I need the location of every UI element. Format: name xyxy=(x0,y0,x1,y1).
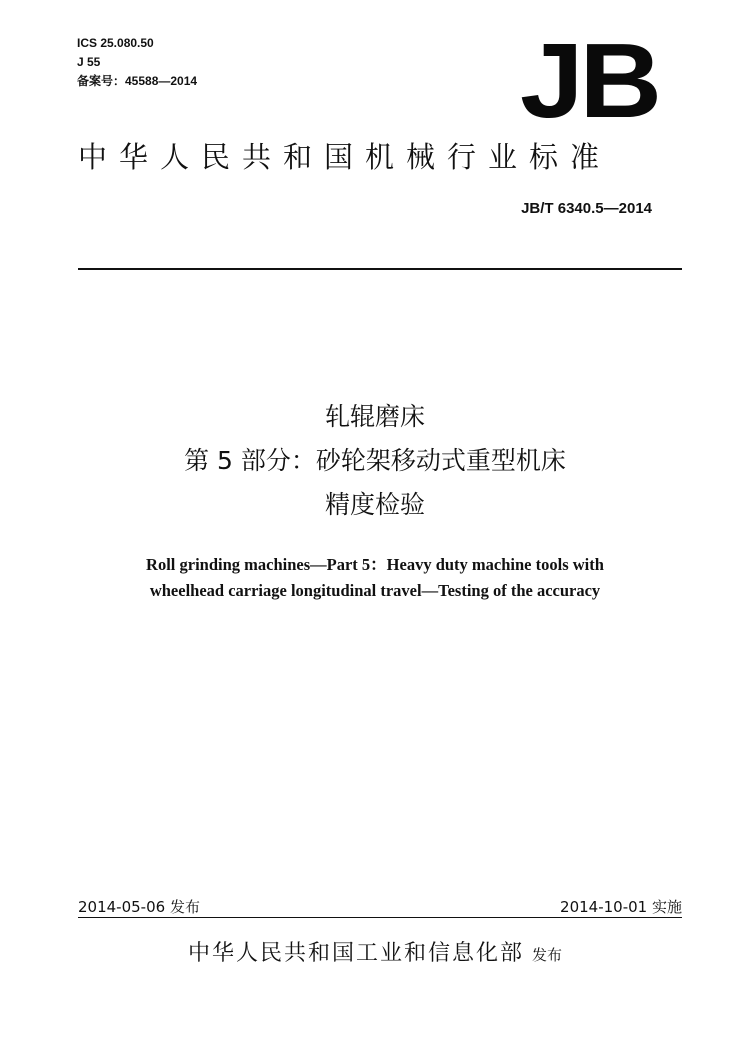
implementation-date: 2014-10-01 实施 xyxy=(560,898,682,916)
header-divider xyxy=(78,268,682,270)
chinese-title-line-1: 轧辊磨床 xyxy=(324,402,425,431)
ccs-code: J 55 xyxy=(77,55,101,69)
issuing-authority xyxy=(0,936,750,967)
standard-code: JB/T 6340.5—2014 xyxy=(521,200,652,217)
footer-divider xyxy=(78,917,682,918)
english-title-line-2: wheelhead carriage longitudinal travel—Testing of the accuracy xyxy=(149,581,601,600)
english-title-line-1: Roll grinding machines—Part 5：Heavy duty machine tools with xyxy=(146,555,604,574)
issuer-name: 中华人民共和国工业和信息化部 xyxy=(187,941,524,966)
chinese-title-line-3: 精度检验 xyxy=(324,490,425,519)
jb-logo: JB xyxy=(520,22,658,140)
standard-category-title: 中华人民共和国机械行业标准 xyxy=(78,140,612,174)
english-title xyxy=(0,552,750,604)
record-number: 备案号：45588—2014 xyxy=(77,74,198,88)
classification-block xyxy=(77,34,197,91)
chinese-title xyxy=(0,395,750,527)
issue-date: 2014-05-06 发布 xyxy=(78,898,200,916)
ics-code: ICS 25.080.50 xyxy=(77,36,154,50)
chinese-title-line-2: 第 5 部分：砂轮架移动式重型机床 xyxy=(184,446,566,475)
issuer-suffix: 发布 xyxy=(532,946,563,964)
